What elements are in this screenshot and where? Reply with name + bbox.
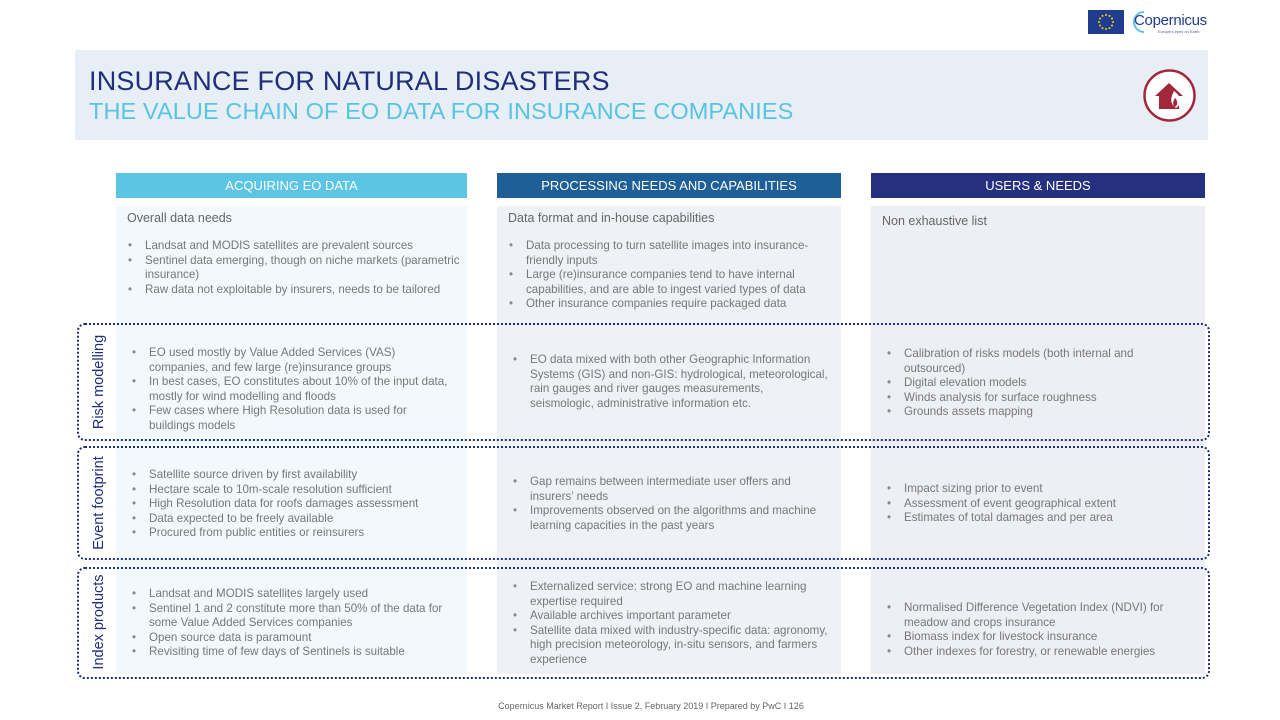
- cell-index-users: [886, 601, 1192, 659]
- list-item: • Calibration of risks models (both internal and outsourced): [886, 347, 1192, 376]
- list-item: • Gap remains between intermediate user offers and insurers’ needs: [512, 475, 830, 504]
- list-item: • Grounds assets mapping: [886, 405, 1192, 420]
- list-item: • High Resolution data for roofs damages assessment: [131, 497, 449, 512]
- copernicus-wordmark: Copernicus: [1134, 12, 1207, 29]
- cell-index-processing: [512, 580, 830, 667]
- list-item: • Procured from public entities or reinsurers: [131, 526, 449, 541]
- list-item: • In best cases, EO constitutes about 10% of the input data, mostly for wind modelling and floods: [131, 375, 449, 404]
- cell-event-processing: [512, 475, 830, 533]
- cell-risk-users: [886, 347, 1192, 420]
- list-item: • Biomass index for livestock insurance: [886, 630, 1192, 645]
- column-header-acquiring: ACQUIRING EO DATA: [116, 173, 467, 198]
- list-item: • Hectare scale to 10m-scale resolution sufficient: [131, 483, 449, 498]
- row-label-risk-modelling: Risk modelling: [91, 334, 107, 430]
- list-item: • Normalised Difference Vegetation Index (NDVI) for meadow and crops insurance: [886, 601, 1192, 630]
- cell-risk-processing: [512, 353, 828, 411]
- list-item: • EO used mostly by Value Added Services (VAS) companies, and few large (re)insurance groups: [131, 346, 449, 375]
- list-item: • Revisiting time of few days of Sentinels is suitable: [131, 645, 449, 660]
- list-item: • Sentinel 1 and 2 constitute more than 50% of the data for some Value Added Services companies: [131, 602, 449, 631]
- page-title: INSURANCE FOR NATURAL DISASTERS: [89, 66, 610, 96]
- intro-list-processing: [508, 239, 826, 312]
- list-item: • Assessment of event geographical extent: [886, 497, 1192, 512]
- page-subtitle: THE VALUE CHAIN OF EO DATA FOR INSURANCE COMPANIES: [89, 98, 794, 124]
- column-header-users: USERS & NEEDS: [871, 173, 1205, 198]
- intro-list-acquiring: [127, 239, 461, 297]
- list-item: • Open source data is paramount: [131, 631, 449, 646]
- row-label-index-products: Index products: [91, 574, 107, 670]
- list-item: • Landsat and MODIS satellites largely used: [131, 587, 449, 602]
- list-item: • Few cases where High Resolution data is used for buildings models: [131, 404, 449, 433]
- cell-risk-acquiring: [131, 346, 449, 433]
- list-item: • Winds analysis for surface roughness: [886, 391, 1192, 406]
- list-item: • Raw data not exploitable by insurers, needs to be tailored: [127, 283, 461, 298]
- column-note-processing: Data format and in-house capabilities: [508, 211, 715, 225]
- column-note-users: Non exhaustive list: [882, 214, 987, 228]
- column-note-acquiring: Overall data needs: [127, 211, 232, 225]
- list-item: • EO data mixed with both other Geographic Information Systems (GIS) and non-GIS: hydrological, meteorological, rain gauges and river gauges measurements, seismologic, administrative information etc.: [512, 353, 828, 411]
- list-item: • Satellite data mixed with industry-specific data: agronomy, high precision meteorology, in-situ sensors, and farmers experience: [512, 624, 830, 668]
- house-fire-icon: [1143, 69, 1196, 122]
- eu-flag-logo: [1088, 10, 1124, 34]
- list-item: • Impact sizing prior to event: [886, 482, 1192, 497]
- list-item: • Satellite source driven by first availability: [131, 468, 449, 483]
- page-footer: Copernicus Market Report I Issue 2, February 2019 I Prepared by PwC I 126: [498, 701, 804, 711]
- list-item: • Sentinel data emerging, though on niche markets (parametric insurance): [127, 254, 461, 283]
- list-item: • Estimates of total damages and per area: [886, 511, 1192, 526]
- list-item: • Other indexes for forestry, or renewable energies: [886, 645, 1192, 660]
- list-item: • Other insurance companies require packaged data: [508, 297, 826, 312]
- list-item: • Data expected to be freely available: [131, 512, 449, 527]
- list-item: • Large (re)insurance companies tend to have internal capabilities, and are able to ingest varied types of data: [508, 268, 826, 297]
- list-item: • Available archives important parameter: [512, 609, 830, 624]
- list-item: • Landsat and MODIS satellites are prevalent sources: [127, 239, 461, 254]
- column-header-processing: PROCESSING NEEDS AND CAPABILITIES: [497, 173, 841, 198]
- list-item: • Data processing to turn satellite images into insurance-friendly inputs: [508, 239, 826, 268]
- cell-index-acquiring: [131, 587, 449, 660]
- list-item: • Digital elevation models: [886, 376, 1192, 391]
- list-item: • Improvements observed on the algorithms and machine learning capacities in the past years: [512, 504, 830, 533]
- list-item: • Externalized service: strong EO and machine learning expertise required: [512, 580, 830, 609]
- cell-event-users: [886, 482, 1192, 526]
- cell-event-acquiring: [131, 468, 449, 541]
- copernicus-tagline: Europe's eyes on Earth: [1158, 29, 1200, 34]
- row-label-event-footprint: Event footprint: [91, 456, 107, 550]
